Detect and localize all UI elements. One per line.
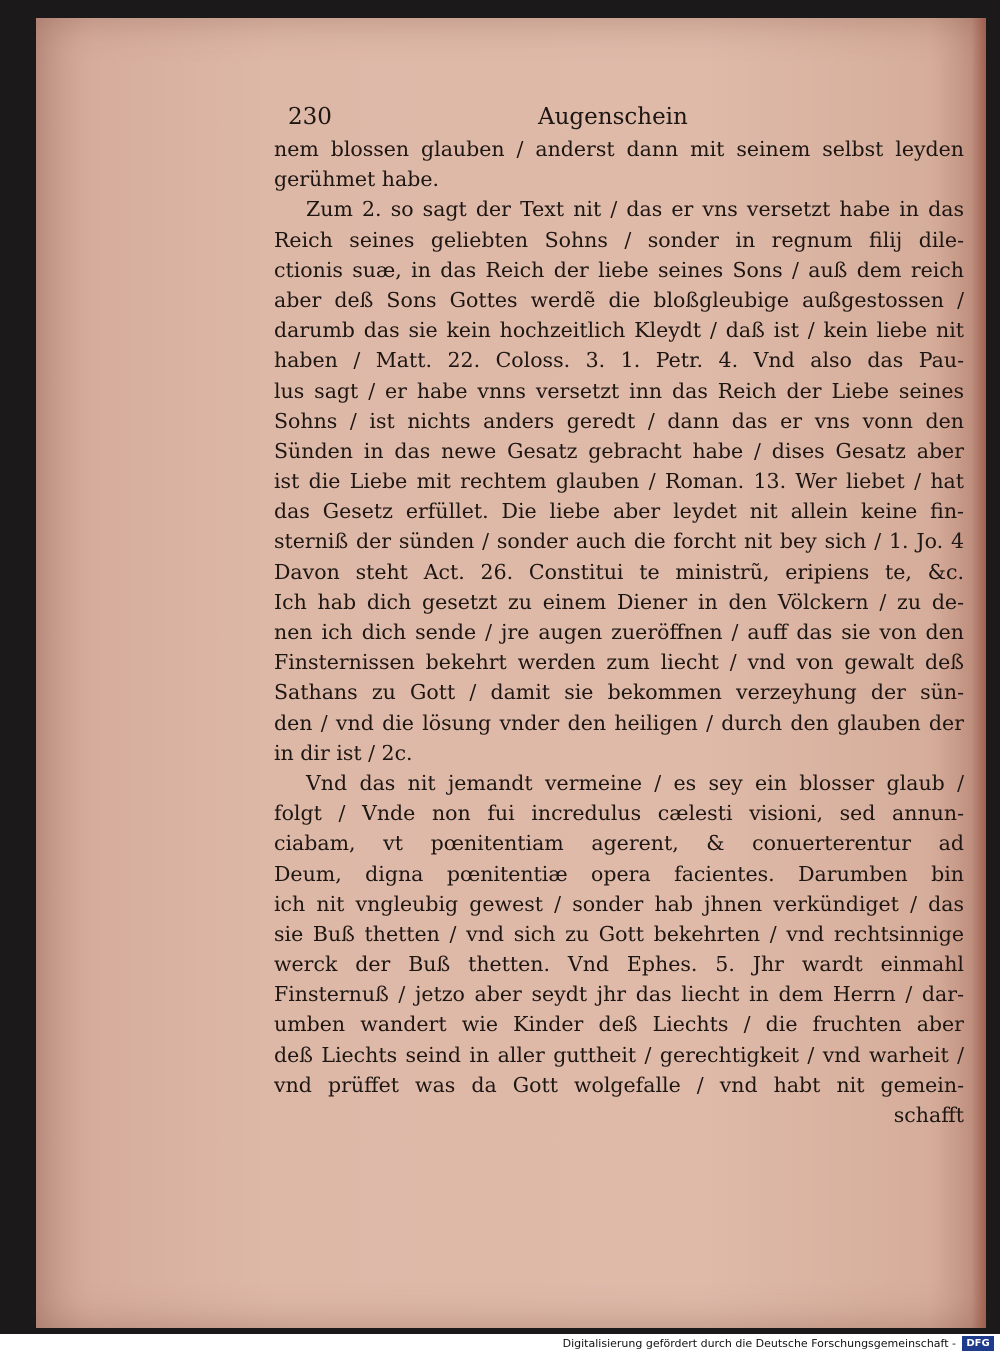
- page-edge: [972, 18, 986, 1328]
- text-line: nen ich dich sende / jre augen zueröffnen / auff das sie von den: [274, 620, 964, 644]
- text-line: vnd prüffet was da Gott wolgefalle / vnd habt nit gemein-: [274, 1072, 964, 1097]
- text-line: Sathans zu Gott / damit sie bekommen verzeyhung der sün-: [274, 680, 964, 705]
- text-line: folgt / Vnde non fui incredulus cælesti visioni, sed annun-: [274, 801, 964, 826]
- text-line: sterniß der sünden / sonder auch die forcht nit bey sich / 1. Jo. 4: [274, 529, 964, 554]
- page-text-block: [274, 104, 964, 1130]
- text-line: Deum, digna pœnitentiæ opera facientes. Darumben bin: [274, 861, 964, 886]
- text-line: Sünden in das newe Gesatz gebracht habe / dises Gesatz aber: [274, 438, 964, 463]
- text-line: Ich hab dich gesetzt zu einem Diener in den Völckern / zu de-: [274, 589, 964, 614]
- running-head: [274, 104, 964, 134]
- text-line: werck der Buß thetten. Vnd Ephes. 5. Jhr wardt einmahl: [274, 952, 964, 977]
- text-line: Vnd das nit jemandt vermeine / es sey ein blosser glaub /: [306, 770, 964, 795]
- text-line: gerühmet habe.: [274, 167, 439, 192]
- text-line: Zum 2. so sagt der Text nit / das er vns versetzt habe in das: [306, 197, 964, 222]
- page-number: 230: [288, 104, 332, 130]
- text-line: deß Liechts seind in aller guttheit / gerechtigkeit / vnd warheit /: [274, 1042, 964, 1067]
- text-line: Davon steht Act. 26. Constitui te ministrũ, eripiens te, &c.: [274, 559, 964, 584]
- text-line: Finsternuß / jetzo aber seydt jhr das liecht in dem Herrn / dar-: [274, 982, 964, 1007]
- text-line: umben wandert wie Kinder deß Liechts / die fruchten aber: [274, 1012, 964, 1037]
- funding-credit: Digitalisierung gefördert durch die Deutsche Forschungsgemeinschaft -: [562, 1337, 956, 1350]
- text-line: den / vnd die lösung vnder den heiligen / durch den glauben der: [274, 710, 964, 735]
- book-page: [36, 18, 986, 1328]
- text-line: darumb das sie kein hochzeitlich Kleydt / daß ist / kein liebe nit: [274, 318, 964, 343]
- text-line: nem blossen glauben / anderst dann mit seinem selbst leyden: [274, 137, 964, 161]
- catchword: schafft: [893, 1103, 964, 1127]
- text-line: lus sagt / er habe vnns versetzt inn das Reich der Liebe seines: [274, 378, 964, 403]
- footer-bar: [0, 1334, 1000, 1354]
- text-line: aber deß Sons Gottes werdẽ die bloßgleubige außgestossen /: [274, 287, 964, 312]
- text-line: ist die Liebe mit rechtem glauben / Roman. 13. Wer liebet / hat: [274, 469, 964, 494]
- running-title: Augenschein: [538, 104, 688, 130]
- text-line: Reich seines geliebten Sohns / sonder in regnum filij dile-: [274, 227, 964, 252]
- text-line: Finsternissen bekehrt werden zum liecht / vnd von gewalt deß: [274, 650, 964, 675]
- text-line: sie Buß thetten / vnd sich zu Gott bekehrten / vnd rechtsinnige: [274, 921, 964, 946]
- text-line: haben / Matt. 22. Coloss. 3. 1. Petr. 4. Vnd also das Pau-: [274, 348, 964, 373]
- text-line: ich nit vngleubig gewest / sonder hab jhnen verkündiget / das: [274, 891, 964, 916]
- text-line: ctionis suæ, in das Reich der liebe seines Sons / auß dem reich: [274, 257, 964, 282]
- text-line: ciabam, vt pœnitentiam agerent, & conuerterentur ad: [274, 831, 964, 856]
- dfg-logo: DFG: [962, 1336, 994, 1351]
- text-line: Sohns / ist nichts anders geredt / dann das er vns vonn den: [274, 408, 964, 433]
- text-line: in dir ist / 2c.: [274, 740, 413, 765]
- text-line: das Gesetz erfüllet. Die liebe aber leydet nit allein keine fin-: [274, 499, 964, 524]
